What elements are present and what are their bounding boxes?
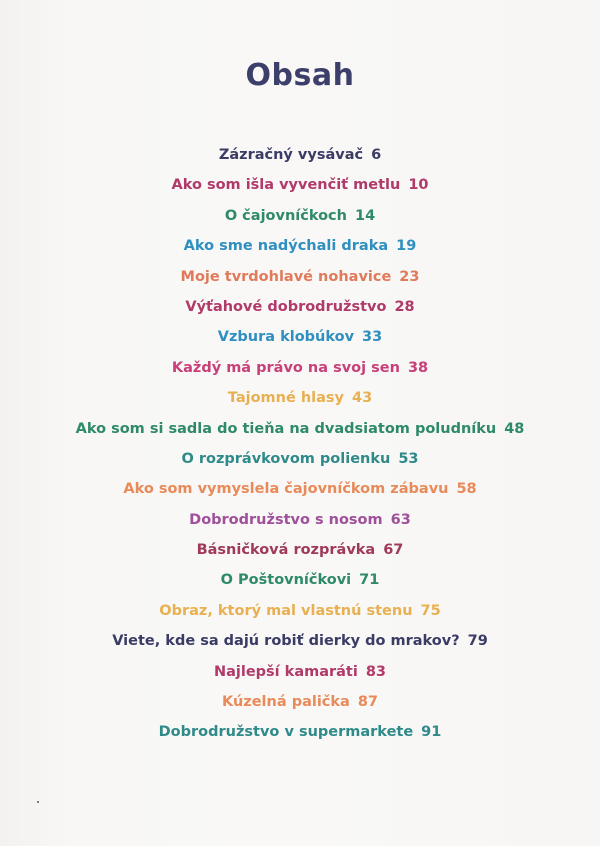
toc-entry — [0, 140, 600, 170]
toc-entry-page: 10 — [408, 177, 429, 194]
toc-entry — [0, 201, 600, 231]
toc-entry — [0, 170, 600, 200]
toc-entry-title: Ako som si sadla do tieňa na dvadsiatom poludníku — [75, 420, 497, 437]
toc-entry — [0, 292, 600, 322]
toc-entry-page: 83 — [365, 663, 387, 680]
toc-entry-title: Vzbura klobúkov — [217, 329, 355, 346]
toc-entry — [0, 231, 600, 261]
toc-entry-title: Ako som vymyslela čajovníčkom zábavu — [123, 481, 449, 498]
toc-entry-title: Najlepší kamaráti — [213, 663, 358, 680]
toc-entry-page: 53 — [398, 450, 419, 467]
toc-entry-title: Moje tvrdohlavé nohavice — [180, 268, 392, 285]
toc-entry-title: Básničková rozprávka — [196, 542, 376, 559]
toc-entry-title: Výťahové dobrodružstvo — [185, 298, 387, 315]
toc-entry — [0, 657, 600, 687]
toc-entry-page: 63 — [390, 511, 411, 528]
toc-entry-page: 28 — [394, 298, 415, 315]
toc-entry-title: Viete, kde sa dajú robiť dierky do mrakov? — [112, 633, 460, 650]
toc-entry-page: 87 — [357, 694, 379, 711]
page-title: Obsah — [245, 58, 355, 93]
toc-entry-page: 6 — [371, 147, 382, 163]
toc-entry-title: Kúzelná palička — [221, 694, 350, 711]
toc-entry — [0, 717, 600, 747]
print-speck — [37, 801, 39, 803]
toc-entry-page: 33 — [362, 329, 383, 346]
toc-entry-page: 38 — [407, 359, 429, 376]
toc-entry — [0, 687, 600, 717]
toc-entry — [0, 505, 600, 535]
toc-entry-page: 71 — [359, 572, 380, 589]
toc-entry — [0, 353, 600, 383]
toc-entry-title: O čajovníčkoch — [224, 207, 347, 224]
toc-entry — [0, 444, 600, 474]
toc-entry-page: 67 — [383, 542, 404, 559]
toc-entry — [0, 596, 600, 626]
toc-entry-title: Zázračný vysávač — [218, 147, 364, 163]
toc-entry — [0, 262, 600, 292]
toc-entry — [0, 414, 600, 444]
toc-entry-page: 19 — [396, 238, 417, 255]
toc-entry-page: 23 — [399, 268, 420, 285]
toc-entry-page: 48 — [504, 420, 525, 437]
toc-entry-title: Ako sme nadýchali draka — [183, 238, 389, 255]
toc-entry-title: Tajomné hlasy — [227, 390, 345, 407]
toc-entry-title: O rozprávkovom polienku — [181, 450, 391, 467]
toc-entry-title: Dobrodružstvo v supermarkete — [158, 724, 414, 741]
toc-entry-page: 79 — [467, 633, 488, 650]
toc-entry-title: Ako som išla vyvenčiť metlu — [171, 177, 401, 194]
toc-entry-page: 75 — [420, 602, 441, 619]
toc-entry — [0, 383, 600, 413]
toc-entry-page: 91 — [421, 724, 442, 741]
toc-entry — [0, 626, 600, 656]
toc-entry-page: 14 — [354, 207, 376, 224]
toc-entry-page: 58 — [456, 481, 477, 498]
toc-entry — [0, 322, 600, 352]
toc-entry-page: 43 — [352, 390, 373, 407]
toc-entry-title: Obraz, ktorý mal vlastnú stenu — [159, 602, 413, 619]
table-of-contents — [0, 140, 600, 748]
toc-entry — [0, 535, 600, 565]
toc-entry-title: Každý má právo na svoj sen — [171, 359, 400, 376]
toc-entry — [0, 474, 600, 504]
toc-entry-title: Dobrodružstvo s nosom — [189, 511, 383, 528]
toc-entry — [0, 565, 600, 595]
toc-entry-title: O Poštovníčkovi — [220, 572, 352, 589]
